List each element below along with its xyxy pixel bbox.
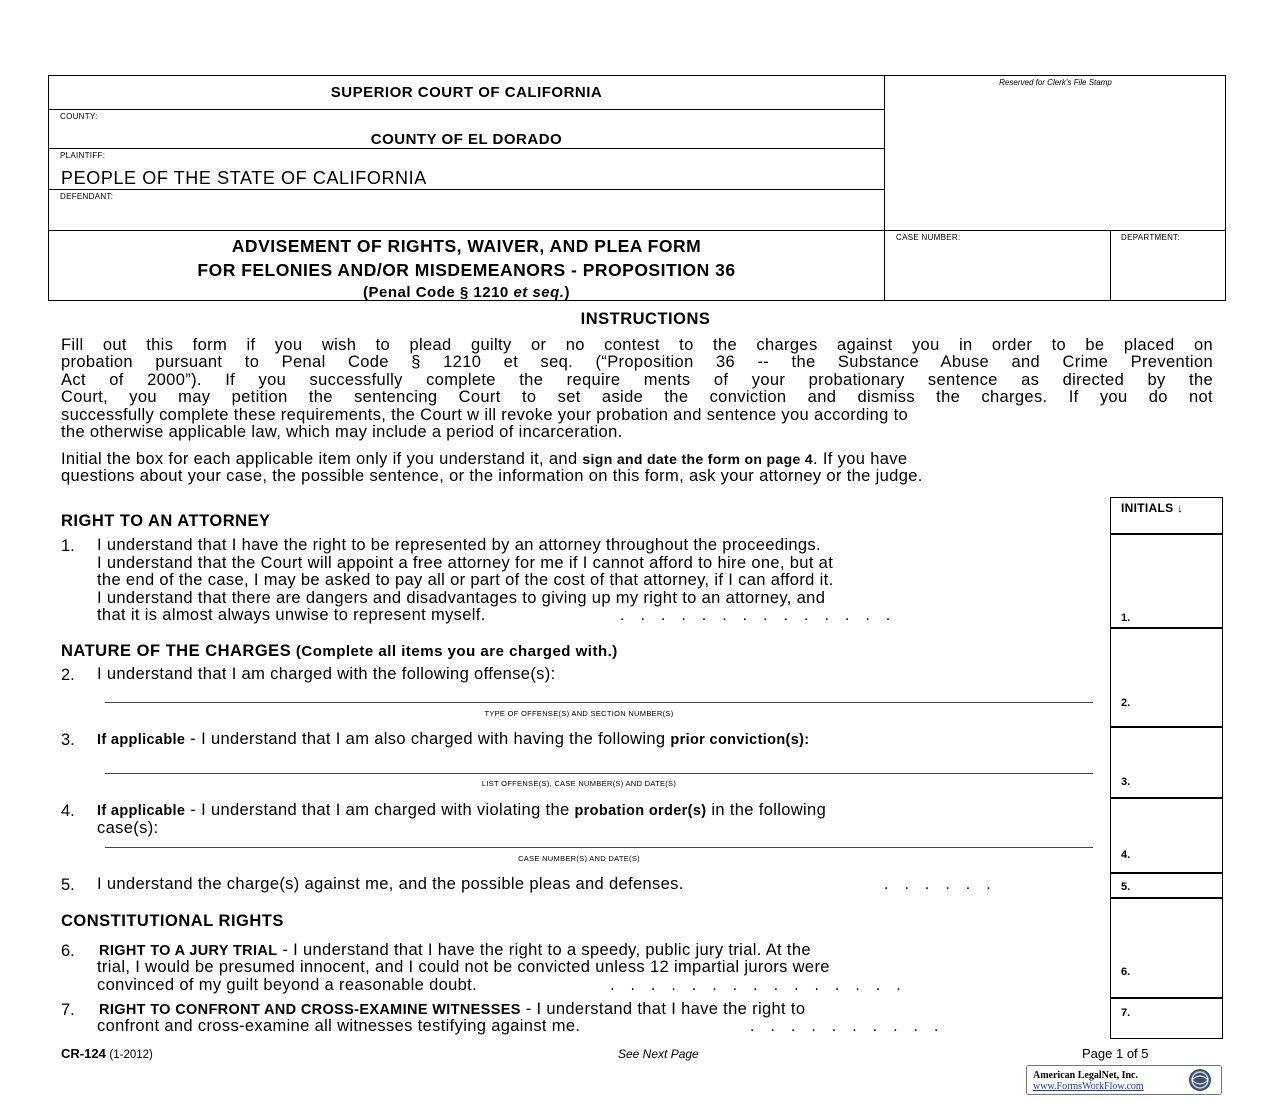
plaintiff-value: PEOPLE OF THE STATE OF CALIFORNIA	[61, 168, 427, 188]
form-id: CR-124 (1-2012)	[61, 1046, 153, 1061]
item-4-number: 4.	[61, 802, 75, 820]
offense-entry-line[interactable]	[105, 702, 1093, 703]
publisher-logo[interactable]	[1026, 1065, 1222, 1095]
item-6-line3: convinced of my guilt beyond a reasonable doubt.	[97, 976, 478, 994]
item-6-text: RIGHT TO A JURY TRIAL - I understand that I have the right to a speedy, public jury trial. At the	[99, 941, 811, 959]
item-6-line2: trial, I would be presumed innocent, and I could not be convicted unless 12 impartial jurors were	[97, 958, 830, 976]
probation-case-entry-line[interactable]	[105, 847, 1093, 848]
instructions-p1-line4: Court, you may petition the sentencing Court to set aside the conviction and dismiss the charges. If you do not	[61, 388, 1213, 406]
instructions-p1-line2: probation pursuant to Penal Code § 1210 et seq. (“Proposition 36 -- the Substance Abuse and Crime Prevention	[61, 353, 1213, 371]
item-3-text: If applicable - I understand that I am also charged with having the following prior conviction(s):	[97, 730, 810, 748]
item-3-number: 3.	[61, 731, 75, 749]
initial-box-6-label: 6.	[1121, 966, 1131, 978]
item-2-sublabel: TYPE OF OFFENSE(S) AND SECTION NUMBER(S)	[484, 709, 674, 718]
prior-conviction-entry-line[interactable]	[105, 773, 1093, 774]
clerk-stamp-label: Reserved for Clerk's File Stamp	[999, 78, 1112, 87]
initial-box-2-label: 2.	[1121, 697, 1131, 709]
instructions-p1-line6: the otherwise applicable law, which may include a period of incarceration.	[61, 423, 623, 441]
rule	[48, 109, 885, 110]
item-5-text: I understand the charge(s) against me, and the possible pleas and defenses.	[97, 875, 684, 893]
item-1-line4: I understand that there are dangers and disadvantages to giving up my right to an attorney, and	[97, 589, 826, 607]
item-2-text: I understand that I am charged with the following offense(s):	[97, 665, 556, 683]
form-title-line3: (Penal Code § 1210 et seq.)	[363, 284, 570, 301]
initial-box-5-label: 5.	[1121, 881, 1131, 893]
instructions-p1-line3: Act of 2000”). If you successfully complete the require ments of your probationary sentence as directed by the	[61, 371, 1213, 389]
section-nature-of-charges: NATURE OF THE CHARGES (Complete all items you are charged with.)	[61, 642, 618, 660]
item-4-text: If applicable - I understand that I am charged with violating the probation order(s) in the following	[97, 801, 827, 819]
initial-box-7-label: 7.	[1121, 1007, 1131, 1019]
case-number-label: CASE NUMBER:	[896, 233, 961, 242]
item-7-line2: confront and cross-examine all witnesses testifying against me.	[97, 1017, 581, 1035]
initials-header: INITIALS ↓	[1121, 501, 1184, 515]
rule	[1110, 230, 1111, 301]
rule	[48, 230, 1226, 231]
instructions-p2-line2: questions about your case, the possible sentence, or the information on this form, ask your attorney or the judge.	[61, 467, 923, 485]
instructions-heading: INSTRUCTIONS	[580, 310, 711, 328]
see-next-page: See Next Page	[618, 1047, 699, 1061]
item-1-line1: I understand that I have the right to be represented by an attorney throughout the proceedings.	[97, 536, 821, 554]
rule	[48, 148, 885, 149]
globe-icon	[1183, 1068, 1217, 1092]
item-4-line2: case(s):	[97, 819, 159, 837]
leader-dots: ..........	[750, 1018, 955, 1035]
instructions-p1-line1: Fill out this form if you wish to plead guilty or no contest to the charges against you in order to be placed on	[61, 336, 1213, 354]
instructions-p2-line1: Initial the box for each applicable item only if you understand it, and sign and date the form on page 4. If you have	[61, 450, 908, 468]
section-right-to-attorney: RIGHT TO AN ATTORNEY	[61, 512, 271, 530]
initial-box-4[interactable]	[1110, 798, 1223, 873]
item-1-number: 1.	[61, 537, 75, 555]
department-label: DEPARTMENT:	[1121, 233, 1181, 242]
logo-line2[interactable]: www.FormsWorkFlow.com	[1033, 1081, 1144, 1092]
leader-dots: ......	[884, 876, 1007, 893]
initial-box-3-label: 3.	[1121, 776, 1131, 788]
initial-box-4-label: 4.	[1121, 849, 1131, 861]
item-3-sublabel: LIST OFFENSE(S), CASE NUMBER(S) AND DATE(S)	[481, 779, 677, 788]
item-1-line2: I understand that the Court will appoint a free attorney for me if I cannot afford to hire one, but at	[97, 554, 834, 572]
item-4-sublabel: CASE NUMBER(S) AND DATE(S)	[518, 854, 640, 863]
section-constitutional-rights: CONSTITUTIONAL RIGHTS	[61, 912, 284, 930]
item-2-number: 2.	[61, 666, 75, 684]
county-label: COUNTY:	[60, 112, 98, 121]
leader-dots: ...............	[610, 977, 917, 994]
instructions-p1-line5: successfully complete these requirements, the Court w ill revoke your probation and sentence you according to	[61, 406, 909, 424]
initial-box-2[interactable]	[1110, 628, 1223, 727]
logo-line1: American LegalNet, Inc.	[1033, 1070, 1138, 1081]
court-name: SUPERIOR COURT OF CALIFORNIA	[330, 84, 603, 101]
defendant-label: DEFENDANT:	[60, 192, 114, 201]
item-7-text: RIGHT TO CONFRONT AND CROSS-EXAMINE WITNESSES - I understand that I have the right to	[99, 1000, 806, 1018]
item-7-number: 7.	[61, 1001, 75, 1019]
form-title-line1: ADVISEMENT OF RIGHTS, WAIVER, AND PLEA FORM	[231, 236, 702, 256]
initial-box-6[interactable]	[1110, 898, 1223, 998]
rule	[48, 189, 885, 190]
item-1-line5: that it is almost always unwise to represent myself.	[97, 606, 486, 624]
item-6-number: 6.	[61, 942, 75, 960]
item-5-number: 5.	[61, 876, 75, 894]
form-title-line2: FOR FELONIES AND/OR MISDEMEANORS - PROPOSITION 36	[197, 260, 736, 280]
item-1-line3: the end of the case, I may be asked to pay all or part of the cost of that attorney, if I can afford it.	[97, 571, 834, 589]
leader-dots: ..............	[620, 607, 907, 624]
county-value: COUNTY OF EL DORADO	[370, 131, 563, 148]
page-number: Page 1 of 5	[1082, 1046, 1149, 1061]
plaintiff-label: PLAINTIFF:	[60, 151, 106, 160]
initial-box-1-label: 1.	[1121, 612, 1131, 624]
